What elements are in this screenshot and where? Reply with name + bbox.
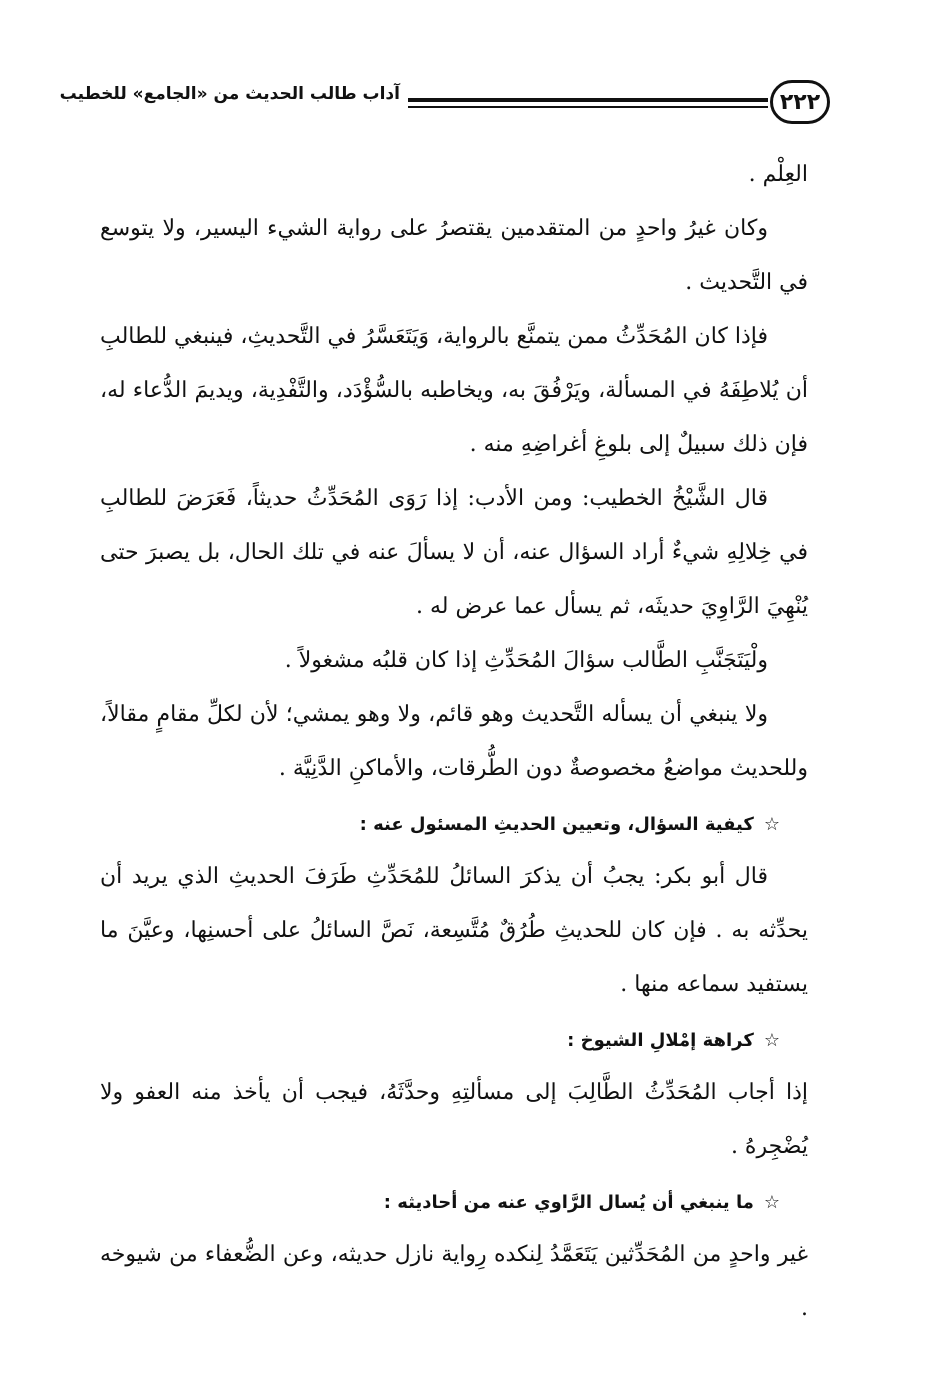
paragraph: قال الشَّيْخُ الخطيب: ومن الأدب: إذا رَوَى المُحَدِّثُ حديثاً، فَعَرَضَ للطالبِ في خِلالِهِ شيءٌ أراد السؤال عنه، أن لا يسألَ عنه في تلك الحال، بل يصبرَ حتى يُنْهِيَ الرَّاوِيَ حديثَه، ثم يسأل عما عرض له .: [100, 486, 808, 619]
paragraph: ولْيَتَجَنَّبِ الطَّالب سؤالَ المُحَدِّثِ إذا كان قلبُه مشغولاً .: [284, 648, 768, 673]
paragraph: غير واحدٍ من المُحَدِّثين يَتَعَمَّدُ لِنكده رِواية نازل حديثه، وعن الضُّعفاء من شيوخه .: [100, 1242, 808, 1321]
section-heading: [100, 800, 808, 850]
header-double-rule: [408, 98, 768, 108]
page-body: [100, 148, 808, 1336]
section-heading: [100, 1016, 808, 1066]
page-number: ٢٢٢: [770, 80, 830, 124]
paragraph: إذا أجاب المُحَدِّثُ الطَّالِبَ إلى مسألتِهِ وحدَّثَهُ، فيجب أن يأخذ منه العفو ولا يُضْجِرهُ .: [100, 1080, 808, 1159]
paragraph: قال أبو بكر: يجبُ أن يذكرَ السائلُ للمُحَدِّثِ طَرَفَ الحديثِ الذي يريد أن يحدِّثه به . فإن كان للحديثِ طُرُقٌ مُتَّسِعة، نَصَّ السائلُ على أحسنِها، وعيَّنَ ما يستفيد سماعه منها .: [100, 864, 808, 997]
section-heading-text: ما ينبغي أن يُسال الرَّاوي عنه من أحاديثه :: [383, 1192, 754, 1213]
star-icon: ☆: [763, 814, 780, 835]
star-icon: ☆: [763, 1030, 780, 1051]
paragraph: ولا ينبغي أن يسأله التَّحديث وهو قائم، ولا وهو يمشي؛ لأن لكلِّ مقامٍ مقالاً، وللحديث مواضعُ مخصوصةٌ دون الطُّرقات، والأماكنِ الدَّنِيَّة .: [100, 702, 808, 781]
section-heading: [100, 1178, 808, 1228]
running-header: [59, 80, 830, 130]
star-icon: ☆: [763, 1192, 780, 1213]
section-heading-text: كراهة إمْلالِ الشيوخ :: [567, 1030, 754, 1051]
section-heading-text: كيفية السؤال، وتعيين الحديثِ المسئول عنه :: [359, 814, 754, 835]
paragraph: وكان غيرُ واحدٍ من المتقدمين يقتصرُ على رواية الشيء اليسير، ولا يتوسع في التَّحديث .: [100, 216, 808, 295]
paragraph: فإذا كان المُحَدِّثُ ممن يتمنَّع بالرواية، وَيَتَعَسَّرُ في التَّحديثِ، فينبغي للطالبِ أن يُلاطِفَهُ في المسألة، ويَرْفُقَ به، ويخاطبه بالسُّؤْدَد، والتَّفْدِية، ويديمَ الدُّعاء له، فإن ذلك سبيلٌ إلى بلوغِ أغراضِهِ منه .: [100, 324, 808, 457]
running-title: آداب طالب الحديث من «الجامع» للخطيب: [59, 84, 400, 104]
paragraph: العِلْم .: [748, 162, 808, 187]
